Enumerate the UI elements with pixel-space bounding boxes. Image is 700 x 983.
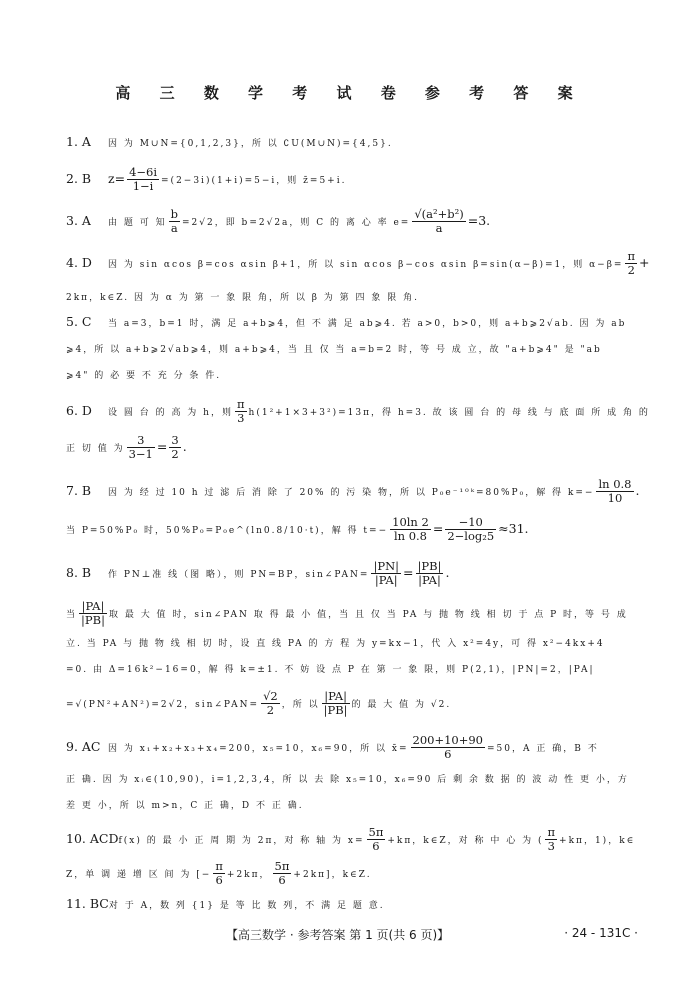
answer-text: 由 题 可 知 xyxy=(108,218,167,228)
fraction: $\frac{\ln 0.8}{10}$ xyxy=(598,477,632,505)
fraction: $\frac{|PN|}{|PA|}$ xyxy=(373,559,400,587)
answer-8-line-5 xyxy=(66,690,660,717)
answer-text: f(x) 的 最 小 正 周 期 为 2π，对 称 轴 为 x= xyxy=(118,836,365,846)
fraction: $\frac{-10}{\text{2−log₂5}}$ xyxy=(447,515,495,543)
answer-label: 1. A xyxy=(66,134,91,149)
answer-text: h(1²+1×3+3²)=13π，得 h=3. 故 该 圆 台 的 母 线 与 底 面 所 成 角 的 xyxy=(248,408,650,418)
fraction: $\frac{√2}{2}$ xyxy=(263,689,278,717)
answer-text: . xyxy=(635,483,640,498)
fraction: $\frac{10\ln 2}{\ln 0.8}$ xyxy=(392,515,429,543)
fraction: $\frac{5\pi}{6}$ xyxy=(274,859,290,887)
answer-text: +kπ，1)，k∈ xyxy=(559,836,636,846)
fraction: $\frac{\pi}{2}$ xyxy=(627,249,636,277)
answer-label: 6. D xyxy=(66,403,92,418)
answer-text: ，所 以 xyxy=(281,700,320,710)
answer-10 xyxy=(66,826,660,853)
fraction: $\frac{|PA|}{|PB|}$ xyxy=(323,689,348,717)
fraction: $\frac{b}{a}$ xyxy=(170,207,178,235)
answer-text: z= xyxy=(108,171,126,186)
fraction: $\frac{|PA|}{|PB|}$ xyxy=(81,599,105,627)
answer-label: 3. A xyxy=(66,213,91,228)
answer-text: 当 P=50%P₀ 时，50%P₀=P₀e^(ln0.8/10·t)，解 得 t=− xyxy=(66,526,389,536)
answer-text: 差 更 小，所 以 m>n，C 正 确，D 不 正 确. xyxy=(66,801,304,811)
footer-page-info: 【高三数学 · 参考答案 第 1 页(共 6 页)】 xyxy=(226,928,450,942)
answer-2 xyxy=(66,166,660,193)
answer-text: 取 最 大 值 时，sin∠PAN 取 得 最 小 值，当 且 仅 当 PA 与 抛 物 线 相 切 于 点 P 时，等 号 成 xyxy=(108,610,628,620)
answer-text: =0. 由 Δ=16k²−16=0，解 得 k=±1. 不 妨 设 点 P 在 第 一 象 限，则 P(2,1)，|PN|=2，|PA| xyxy=(66,665,595,675)
answer-text: 设 圆 台 的 高 为 h，则 xyxy=(108,408,233,418)
footer-code: · 24 - 131C · xyxy=(564,926,638,940)
answer-5-line-2 xyxy=(66,338,660,360)
answer-4-line-2 xyxy=(66,286,660,308)
answer-text: =(2−3i)(1+i)=5−i，则 z̄=5+i. xyxy=(161,176,347,186)
fraction: $\frac{\pi}{3}$ xyxy=(547,825,556,853)
answer-text: +kπ，k∈Z，对 称 中 心 为 ( xyxy=(387,836,544,846)
answer-text: 正 确. 因 为 xᵢ∈(10,90)，i=1,2,3,4，所 以 去 除 x₅=10，x₆=90 后 剩 余 数 据 的 波 动 性 更 小，方 xyxy=(66,775,629,785)
answer-3 xyxy=(66,208,660,235)
answer-11 xyxy=(66,894,660,916)
answer-label: 8. B xyxy=(66,565,92,580)
fraction: $\frac{5\pi}{6}$ xyxy=(368,825,384,853)
answer-1 xyxy=(66,132,660,154)
answer-10-line-2 xyxy=(66,860,660,887)
answer-text: 因 为 sin αcos β=cos αsin β+1，所 以 sin αcos β−cos αsin β=sin(α−β)=1，则 α−β= xyxy=(108,260,624,270)
answer-5 xyxy=(66,312,660,334)
answer-text: = xyxy=(156,439,168,454)
fraction: $\frac{3}{2}$ xyxy=(171,433,179,461)
answer-text: =√(PN²+AN²)=2√2，sin∠PAN= xyxy=(66,700,260,710)
answer-text: 因 为 x₁+x₂+x₃+x₄=200，x₅=10，x₆=90，所 以 x̄= xyxy=(108,744,409,754)
answer-text: =50，A 正 确，B 不 xyxy=(487,744,599,754)
answer-text: 的 最 大 值 为 √2. xyxy=(351,700,452,710)
answer-6 xyxy=(66,398,660,425)
answer-text: 因 为 经 过 10 h 过 滤 后 消 除 了 20% 的 污 染 物，所 以 P₀e⁻¹⁰ᵏ=80%P₀，解 得 k=− xyxy=(108,488,595,498)
answer-6-line-2 xyxy=(66,434,660,461)
answer-9 xyxy=(66,734,660,761)
answer-text: Z，单 调 递 增 区 间 为 [− xyxy=(66,870,212,880)
answer-label: 9. AC xyxy=(66,739,101,754)
fraction: $\frac{3}{3-1}$ xyxy=(128,433,153,461)
answer-4 xyxy=(66,250,660,277)
fraction: $\frac{\text{√(a²+b²)}}{a}$ xyxy=(414,207,464,235)
answer-label: 11. BC xyxy=(66,896,109,911)
answer-text: ≈31. xyxy=(498,521,529,536)
answer-text: + xyxy=(639,255,650,270)
answer-text: 2kπ，k∈Z. 因 为 α 为 第 一 象 限 角，所 以 β 为 第 四 象 限 角. xyxy=(66,293,419,303)
answer-text: 正 切 值 为 xyxy=(66,444,125,454)
page-footer xyxy=(0,926,700,946)
answer-5-line-3 xyxy=(66,364,660,386)
answer-label: 4. D xyxy=(66,255,92,270)
answer-7 xyxy=(66,478,660,505)
fraction: $\frac{4-6i}{1-i}$ xyxy=(129,165,158,193)
answer-text: 立. 当 PA 与 抛 物 线 相 切 时，设 直 线 PA 的 方 程 为 y=kx−1，代 入 x²=4y，可 得 x²−4kx+4 xyxy=(66,639,605,649)
fraction: $\frac{200+10+90}{6}$ xyxy=(412,733,483,761)
answer-7-line-2 xyxy=(66,516,660,543)
answer-text: ⩾4，所 以 a+b⩾2√ab⩾4，则 a+b⩾4，当 且 仅 当 a=b=2 时，等 号 成 立，故 "a+b⩾4" 是 "ab xyxy=(66,345,602,355)
answer-8-line-4 xyxy=(66,658,660,680)
answer-text: ⩾4" 的 必 要 不 充 分 条 件. xyxy=(66,371,222,381)
answer-text: = xyxy=(403,565,414,580)
page-title: 高 三 数 学 考 试 卷 参 考 答 案 xyxy=(115,84,585,102)
fraction: $\frac{\pi}{3}$ xyxy=(236,397,245,425)
answer-text: +2kπ， xyxy=(226,870,271,880)
answer-9-line-3 xyxy=(66,794,660,816)
answer-label: 2. B xyxy=(66,171,92,186)
answer-text: =2√2，即 b=2√2a，则 C 的 离 心 率 e= xyxy=(181,218,411,228)
answer-9-line-2 xyxy=(66,768,660,790)
answer-label: 10. ACD xyxy=(66,831,119,846)
answer-8-line-3 xyxy=(66,632,660,654)
answer-text: . xyxy=(182,439,187,454)
answer-label: 7. B xyxy=(66,483,92,498)
answer-text: +2kπ]，k∈Z. xyxy=(293,870,372,880)
answer-text: . xyxy=(445,565,450,580)
answer-8 xyxy=(66,560,660,587)
answer-text: 当 a=3，b=1 时，满 足 a+b⩾4，但 不 满 足 ab⩾4. 若 a>0，b>0，则 a+b⩾2√ab. 因 为 ab xyxy=(108,319,627,329)
answer-text: 当 xyxy=(66,610,78,620)
fraction: $\frac{\pi}{6}$ xyxy=(215,859,223,887)
answer-text: 对 于 A，数 列 {1} 是 等 比 数 列，不 满 足 题 意. xyxy=(108,901,385,911)
answer-label: 5. C xyxy=(66,314,92,329)
answer-text: =3. xyxy=(467,213,491,228)
answer-text: = xyxy=(432,521,444,536)
fraction: $\frac{|PB|}{|PA|}$ xyxy=(417,559,442,587)
answer-8-line-2 xyxy=(66,600,660,627)
answer-text: 作 PN⊥准 线（图 略），则 PN=BP，sin∠PAN= xyxy=(108,570,370,580)
answer-text: 因 为 M∪N={0,1,2,3}，所 以 ∁U(M∪N)={4,5}. xyxy=(108,139,393,149)
